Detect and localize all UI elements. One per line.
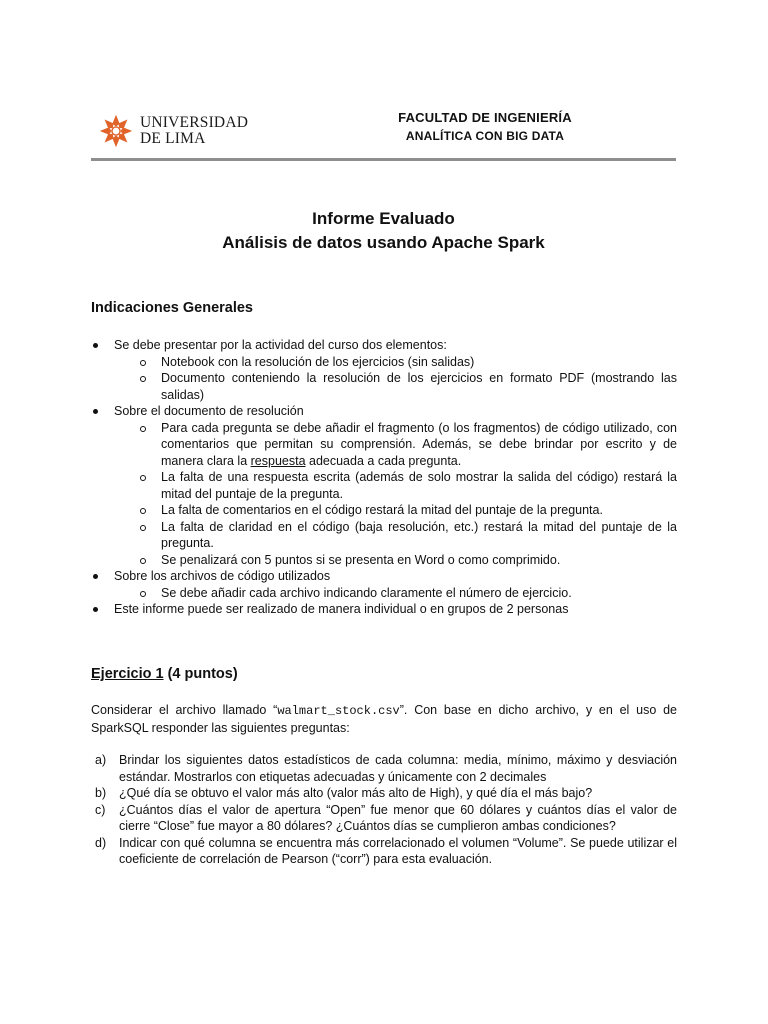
title-line-1: Informe Evaluado xyxy=(312,209,455,228)
header-divider xyxy=(91,158,676,161)
sub-bullet-item: Se penalizará con 5 puntos si se presenta en Word o como comprimido. xyxy=(114,552,677,569)
sub-bullet-item: Para cada pregunta se debe añadir el fragmento (o los fragmentos) de código utilizado, con comentarios que permitan su comprensión. Además, se debe brindar por escrito y de manera clara la respuesta adecuada a cada pregunta. xyxy=(114,420,677,470)
faculty-name: FACULTAD DE INGENIERÍA xyxy=(398,110,572,125)
exercise-points: (4 puntos) xyxy=(163,666,238,682)
sub-bullet-item: Documento conteniendo la resolución de los ejercicios en formato PDF (mostrando las salidas) xyxy=(114,370,677,403)
logo-wordmark xyxy=(140,115,248,147)
exercise-heading xyxy=(91,666,238,682)
question-marker: d) xyxy=(95,835,107,850)
sub-bullet-item: Notebook con la resolución de los ejercicios (sin salidas) xyxy=(114,354,677,371)
question-item: d) Indicar con qué columna se encuentra más correlacionado el volumen “Volume”. Se puede utilizar el coeficiente de correlación de Pearson (“corr”) para esta evaluación. xyxy=(95,835,677,866)
sub-bullet-item: La falta de claridad en el código (baja resolución, etc.) restará la mitad del puntaje de la pregunta. xyxy=(114,519,677,552)
bullet-item: Sobre el documento de resolución Para cada pregunta se debe añadir el fragmento (o los fragmentos) de código utilizado, con comentarios que permitan su comprensión. Además, se debe brindar por escrito y de manera clara la respuesta adecuada a cada pregunta. La falta de una respuesta escrita (además de solo mostrar la salida del código) restará la mitad del puntaje de la pregunta. La falta de comentarios en el código restará la mitad del puntaje de la pregunta. La falta de claridad en el código (baja resolución, etc.) restará la mitad del puntaje de la pregunta. Se penalizará con 5 puntos si se presenta en Word o como comprimido. xyxy=(91,403,677,568)
course-name: ANALÍTICA CON BIG DATA xyxy=(405,129,565,143)
logo-line-2: DE LIMA xyxy=(140,130,206,147)
question-marker: b) xyxy=(95,786,107,800)
sub-bullet-item: La falta de comentarios en el código restará la mitad del puntaje de la pregunta. xyxy=(114,502,677,519)
sun-star-icon xyxy=(98,113,134,149)
sub-bullet-item: Se debe añadir cada archivo indicando claramente el número de ejercicio. xyxy=(114,585,677,602)
section-heading-indicaciones: Indicaciones Generales xyxy=(91,300,253,316)
question-item: a) Brindar los siguientes datos estadísticos de cada columna: media, mínimo, máximo y desviación estándar. Mostrarlos con etiquetas adecuadas y únicamente con 2 decimales xyxy=(95,753,677,784)
question-item: b) ¿Qué día se obtuvo el valor más alto (valor más alto de High), y qué día el más bajo? xyxy=(95,786,593,800)
faculty-header xyxy=(300,110,670,143)
bullet-item: Se debe presentar por la actividad del curso dos elementos: Notebook con la resolución de los ejercicios (sin salidas) Documento conteniendo la resolución de los ejercicios en formato PDF (mostrando las salidas) xyxy=(91,337,677,403)
exercise-number: Ejercicio 1 xyxy=(91,666,164,682)
question-list xyxy=(91,752,677,868)
exercise-intro: Considerar el archivo llamado “walmart_stock.csv”. Con base en dicho archivo, y en el uso de SparkSQL responder las siguientes preguntas: xyxy=(91,703,677,735)
sub-bullet-item: La falta de una respuesta escrita (además de solo mostrar la salida del código) restará la mitad del puntaje de la pregunta. xyxy=(114,469,677,502)
filename-code: walmart_stock.csv xyxy=(277,704,400,718)
bullet-item: Este informe puede ser realizado de manera individual o en grupos de 2 personas xyxy=(91,601,677,618)
indicaciones-list xyxy=(91,337,677,618)
underlined-word: respuesta xyxy=(250,453,306,468)
document-title xyxy=(91,207,676,255)
question-item: c) ¿Cuántos días el valor de apertura “Open” fue menor que 60 dólares y cuántos días el valor de cierre “Close” fue mayor a 80 dólares? ¿Cuántos días se cumplieron ambas condiciones? xyxy=(95,802,677,833)
question-marker: a) xyxy=(95,753,107,767)
logo-line-1: UNIVERSIDAD xyxy=(140,114,249,131)
university-logo xyxy=(98,113,248,149)
bullet-item: Sobre los archivos de código utilizados Se debe añadir cada archivo indicando claramente el número de ejercicio. xyxy=(91,568,677,601)
question-marker: c) xyxy=(95,802,106,817)
title-line-2: Análisis de datos usando Apache Spark xyxy=(222,233,545,252)
